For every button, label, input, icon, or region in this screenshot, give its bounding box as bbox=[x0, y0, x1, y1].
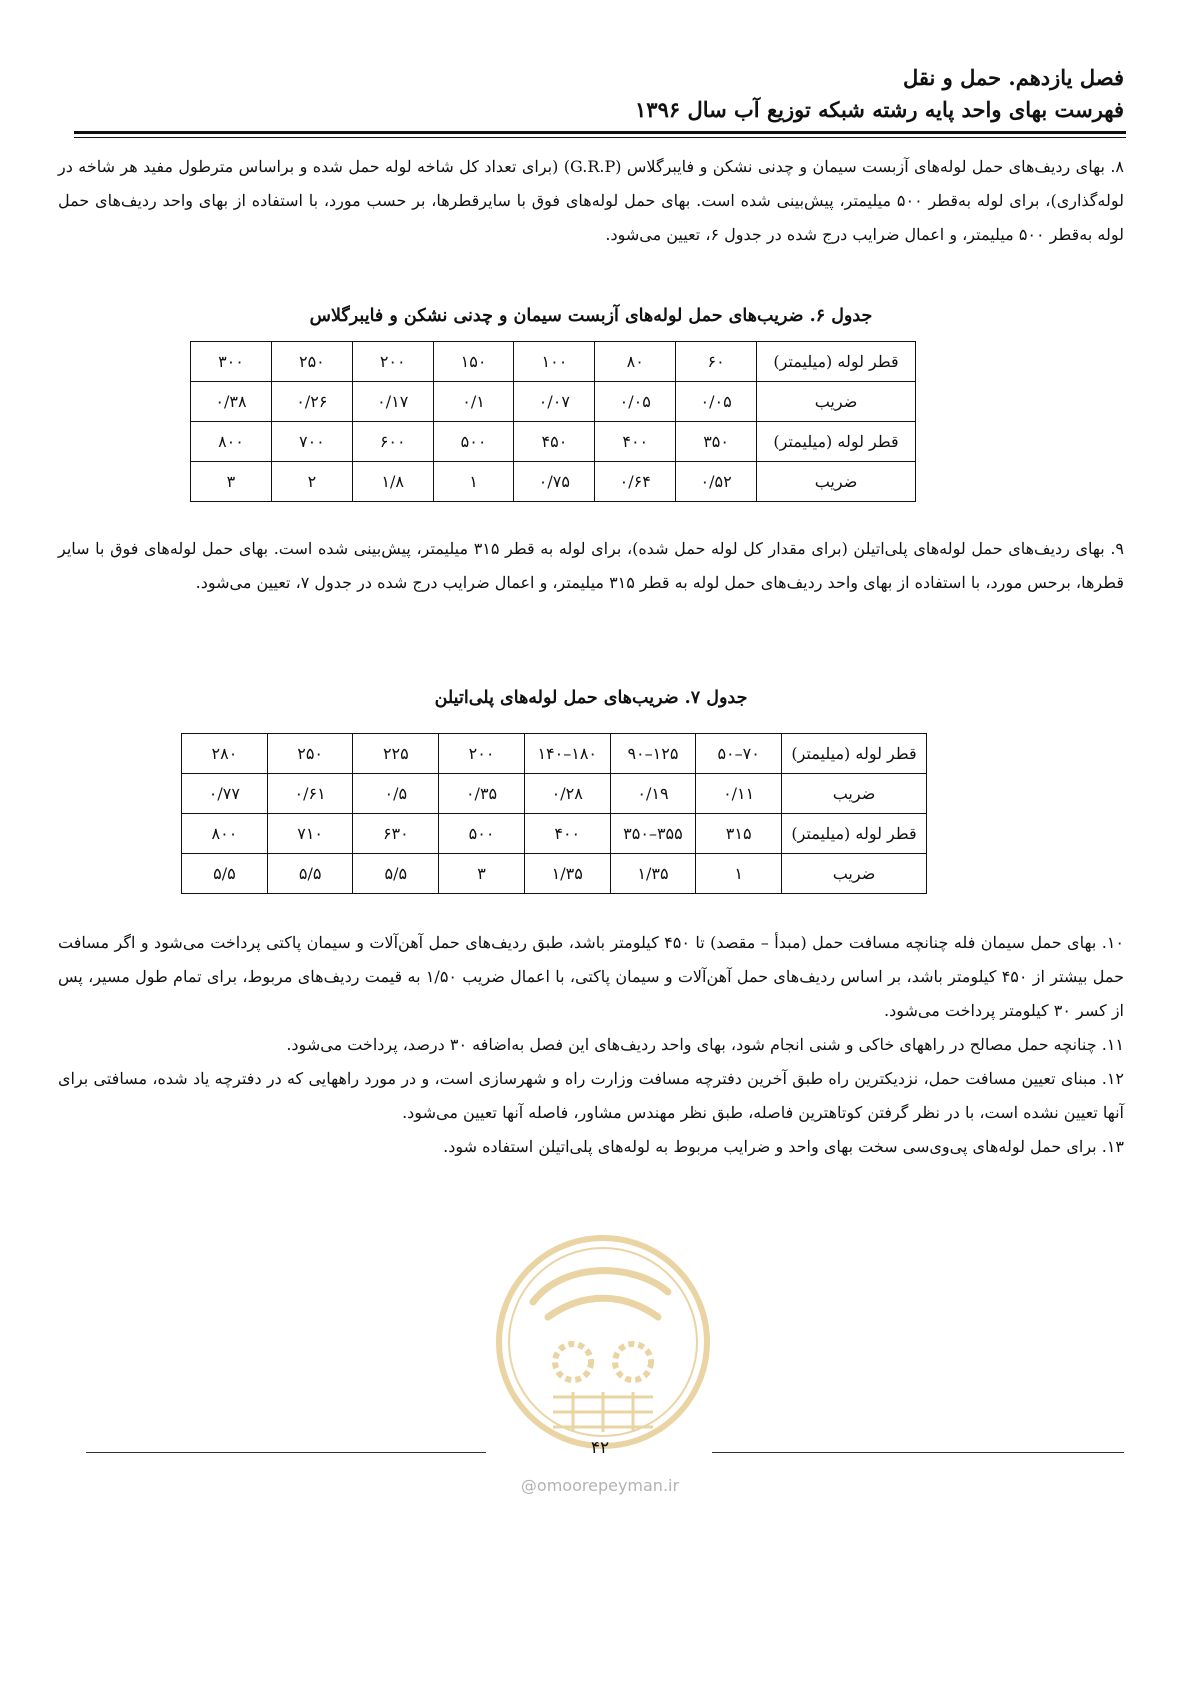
table-cell: ۷۰–۵۰ bbox=[696, 734, 782, 774]
table-cell: ۷۱۰ bbox=[267, 814, 353, 854]
table-cell: ۱ bbox=[433, 462, 514, 502]
footer-rule-right bbox=[712, 1452, 1124, 1453]
table-cell: ۰/۱ bbox=[433, 382, 514, 422]
table-cell: ۰/۵ bbox=[353, 774, 439, 814]
table-cell: ۰/۵۲ bbox=[676, 462, 757, 502]
table-cell: ۰/۲۸ bbox=[524, 774, 610, 814]
table-cell: ۱/۳۵ bbox=[524, 854, 610, 894]
table-row bbox=[191, 422, 916, 462]
table-cell: ۱ bbox=[696, 854, 782, 894]
table-cell: ۰/۱۱ bbox=[696, 774, 782, 814]
logo-calligraphy bbox=[533, 1271, 668, 1317]
table-cell: ۲۵۰ bbox=[271, 342, 352, 382]
table-cell: ۷۰۰ bbox=[271, 422, 352, 462]
table-cell: ۵۰۰ bbox=[433, 422, 514, 462]
table-6-caption: جدول ۶. ضریب‌های حمل لوله‌های آزبست سیمان و چدنی نشکن و فایبرگلاس bbox=[309, 306, 873, 326]
watermark-logo bbox=[493, 1232, 713, 1452]
table-cell: ۰/۰۵ bbox=[676, 382, 757, 422]
table-6 bbox=[190, 341, 916, 502]
paragraph-8-text: ۸. بهای ردیف‌های حمل لوله‌های آزبست سیمان و چدنی نشکن و فایبرگلاس (G.R.P) (برای تعداد کل شاخه لوله حمل شده و براساس مترطول مفید هر شاخه در لوله‌گذاری)، برای لوله به‌قطر ۵۰۰ میلیمتر، پیش‌بینی شده است. بهای حمل لوله‌های فوق با سایرقطرها، بر حسب مورد، با استفاده از بهای واحد ردیف‌های حمل لوله به‌قطر ۵۰۰ میلیمتر، و اعمال ضرایب درج شده در جدول ۶، تعیین می‌شود. bbox=[58, 157, 1125, 244]
row-label: ضریب bbox=[757, 382, 916, 422]
table-cell: ۲۰۰ bbox=[352, 342, 433, 382]
table-cell: ۳۵۰ bbox=[676, 422, 757, 462]
document-subtitle: فهرست بهای واحد پایه رشته شبکه توزیع آب سال ۱۳۹۶ bbox=[635, 97, 1124, 122]
row-label: قطر لوله (میلیمتر) bbox=[782, 734, 927, 774]
footer-rule-left bbox=[86, 1452, 486, 1453]
table-cell: ۴۰۰ bbox=[595, 422, 676, 462]
table-7-caption: جدول ۷. ضریب‌های حمل لوله‌های پلی‌اتیلن bbox=[434, 688, 748, 708]
row-label: قطر لوله (میلیمتر) bbox=[757, 342, 916, 382]
table-cell: ۳۵۵–۳۵۰ bbox=[610, 814, 696, 854]
table-cell: ۵۰۰ bbox=[439, 814, 525, 854]
table-cell: ۵/۵ bbox=[182, 854, 268, 894]
table-cell: ۰/۳۵ bbox=[439, 774, 525, 814]
table-cell: ۸۰۰ bbox=[182, 814, 268, 854]
table-cell: ۳۰۰ bbox=[191, 342, 272, 382]
table-cell: ۵/۵ bbox=[267, 854, 353, 894]
table-cell: ۲ bbox=[271, 462, 352, 502]
table-7-body bbox=[182, 734, 927, 894]
table-cell: ۳۱۵ bbox=[696, 814, 782, 854]
paragraph-8 bbox=[58, 150, 1124, 252]
table-cell: ۶۰۰ bbox=[352, 422, 433, 462]
table-cell: ۰/۲۶ bbox=[271, 382, 352, 422]
paragraph-9 bbox=[58, 532, 1124, 600]
paragraph-9-text: ۹. بهای ردیف‌های حمل لوله‌های پلی‌اتیلن (برای مقدار کل لوله حمل شده)، برای لوله به قطر ۳۱۵ میلیمتر، پیش‌بینی شده است. بهای حمل لوله‌های فوق با سایر قطرها، برحس مورد، با استفاده از بهای واحد ردیف‌های حمل لوله به قطر ۳۱۵ میلیمتر، و اعمال ضرایب درج شده در جدول ۷، تعیین می‌شود. bbox=[58, 539, 1125, 592]
row-label: ضریب bbox=[782, 854, 927, 894]
table-cell: ۴۵۰ bbox=[514, 422, 595, 462]
table-cell: ۱۲۵–۹۰ bbox=[610, 734, 696, 774]
table-row bbox=[182, 854, 927, 894]
table-cell: ۱۵۰ bbox=[433, 342, 514, 382]
header-rule-thin bbox=[74, 137, 1126, 138]
table-cell: ۳ bbox=[191, 462, 272, 502]
table-cell: ۰/۳۸ bbox=[191, 382, 272, 422]
table-cell: ۲۸۰ bbox=[182, 734, 268, 774]
table-row bbox=[182, 734, 927, 774]
table-cell: ۰/۰۷ bbox=[514, 382, 595, 422]
table-cell: ۰/۰۵ bbox=[595, 382, 676, 422]
table-cell: ۰/۱۷ bbox=[352, 382, 433, 422]
table-cell: ۱/۸ bbox=[352, 462, 433, 502]
logo-grid-icon bbox=[553, 1392, 653, 1432]
table-row bbox=[191, 382, 916, 422]
table-cell: ۱۸۰–۱۴۰ bbox=[524, 734, 610, 774]
note-12: ۱۲. مبنای تعیین مسافت حمل، نزدیکترین راه طبق آخرین دفترچه مسافت وزارت راه و شهرسازی است، و در مورد راههایی که در دفترچه یاد شده، مسافتی برای آنها تعیین نشده است، با در نظر گرفتن کوتاهترین فاصله، طبق نظر مهندس مشاور، فاصله آنها تعیین می‌شود. bbox=[58, 1069, 1124, 1122]
table-cell: ۰/۱۹ bbox=[610, 774, 696, 814]
footer-website: @omoorepeyman.ir bbox=[520, 1476, 680, 1495]
table-cell: ۱/۳۵ bbox=[610, 854, 696, 894]
table-cell: ۸۰ bbox=[595, 342, 676, 382]
header-rule-thick bbox=[74, 131, 1126, 134]
table-cell: ۲۰۰ bbox=[439, 734, 525, 774]
table-cell: ۲۲۵ bbox=[353, 734, 439, 774]
table-cell: ۲۵۰ bbox=[267, 734, 353, 774]
row-label: ضریب bbox=[782, 774, 927, 814]
table-cell: ۵/۵ bbox=[353, 854, 439, 894]
table-cell: ۰/۶۱ bbox=[267, 774, 353, 814]
gear-icon-2 bbox=[615, 1344, 651, 1380]
note-10: ۱۰. بهای حمل سیمان فله چنانچه مسافت حمل (مبدأ – مقصد) تا ۴۵۰ کیلومتر باشد، طبق ردیف‌های حمل آهن‌آلات و سیمان پاکتی پرداخت می‌شود و اگر مسافت حمل بیشتر از ۴۵۰ کیلومتر باشد، بر اساس ردیف‌های حمل آهن‌آلات و سیمان پاکتی، با اعمال ضریب ۱/۵۰ به قیمت ردیف‌های مربوط، برای تمام طول مسیر، پس از کسر ۳۰ کیلومتر پرداخت می‌شود. bbox=[58, 933, 1125, 1020]
row-label: قطر لوله (میلیمتر) bbox=[757, 422, 916, 462]
table-6-body bbox=[191, 342, 916, 502]
table-row bbox=[182, 814, 927, 854]
note-13: ۱۳. برای حمل لوله‌های پی‌وی‌سی سخت بهای واحد و ضرایب مربوط به لوله‌های پلی‌اتیلن استفاده شود. bbox=[443, 1137, 1124, 1156]
table-cell: ۴۰۰ bbox=[524, 814, 610, 854]
table-cell: ۳ bbox=[439, 854, 525, 894]
table-cell: ۸۰۰ bbox=[191, 422, 272, 462]
page-number: ۴۲ bbox=[590, 1438, 610, 1458]
page-header bbox=[78, 62, 1124, 126]
chapter-title: فصل یازدهم. حمل و نقل bbox=[902, 65, 1124, 90]
table-cell: ۰/۷۷ bbox=[182, 774, 268, 814]
table-cell: ۰/۶۴ bbox=[595, 462, 676, 502]
table-7 bbox=[181, 733, 927, 894]
row-label: قطر لوله (میلیمتر) bbox=[782, 814, 927, 854]
row-label: ضریب bbox=[757, 462, 916, 502]
table-cell: ۶۳۰ bbox=[353, 814, 439, 854]
table-cell: ۱۰۰ bbox=[514, 342, 595, 382]
table-row bbox=[191, 342, 916, 382]
gear-icon bbox=[555, 1344, 591, 1380]
table-row bbox=[182, 774, 927, 814]
table-cell: ۶۰ bbox=[676, 342, 757, 382]
table-cell: ۰/۷۵ bbox=[514, 462, 595, 502]
notes-section bbox=[58, 926, 1124, 1164]
note-11: ۱۱. چنانچه حمل مصالح در راههای خاکی و شنی انجام شود، بهای واحد ردیف‌های این فصل به‌اضافه ۳۰ درصد، پرداخت می‌شود. bbox=[286, 1035, 1124, 1054]
table-row bbox=[191, 462, 916, 502]
